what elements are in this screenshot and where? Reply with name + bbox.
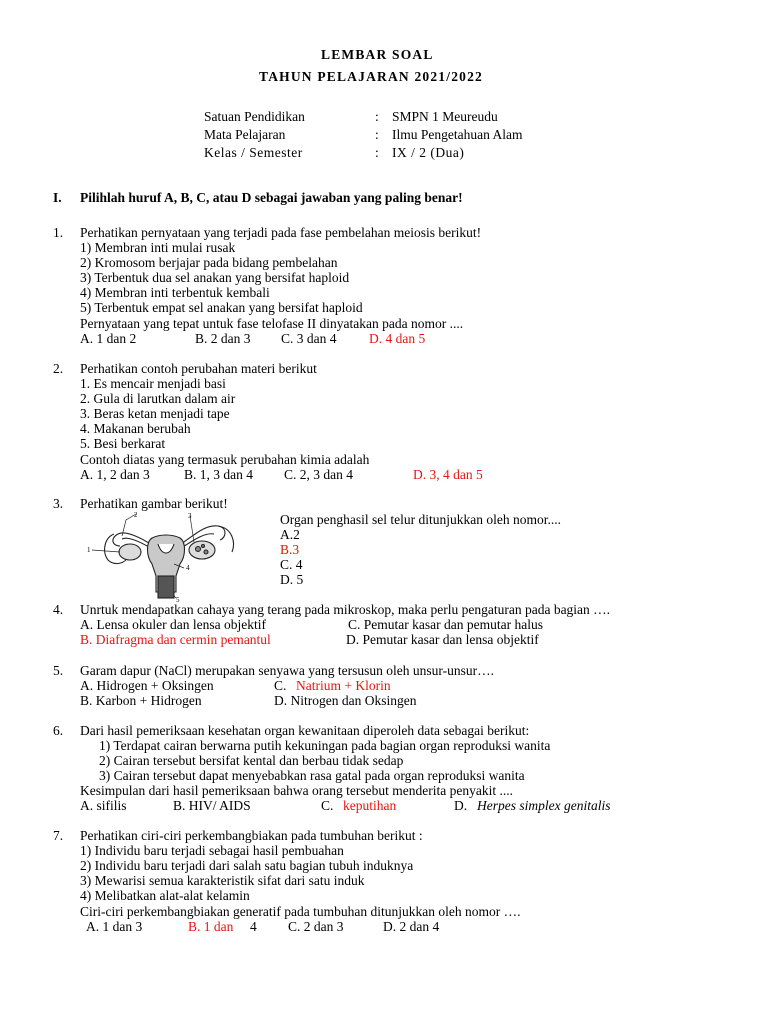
option-b-correct: B.3 (280, 542, 300, 557)
page-title: LEMBAR SOAL (321, 47, 434, 62)
question-stem: Perhatikan contoh perubahan materi berikut (80, 361, 317, 376)
option-c-correct: Natrium + Klorin (296, 678, 391, 693)
info-value: IX / 2 (Dua) (392, 145, 465, 160)
option-c-correct: keputihan (343, 798, 397, 813)
info-label: Satuan Pendidikan (204, 109, 305, 124)
question-prompt: Ciri-ciri perkembangbiakan generatif pada tumbuhan ditunjukkan oleh nomor …. (80, 904, 521, 919)
list-item: 4) Membran inti terbentuk kembali (80, 285, 270, 300)
question-stem: Perhatikan pernyataan yang terjadi pada fase pembelahan meiosis berikut! (80, 225, 482, 240)
list-item: 2) Kromosom berjajar pada bidang pembelahan (80, 255, 338, 270)
list-item: 5. Besi berkarat (80, 436, 166, 451)
option-b: B. 1, 3 dan 4 (184, 467, 253, 482)
question-prompt: Pernyataan yang tepat untuk fase telofase II dinyatakan pada nomor .... (80, 316, 464, 331)
option-c: C. 2 dan 3 (288, 919, 344, 934)
list-item: 4) Melibatkan alat-alat kelamin (80, 888, 250, 903)
list-item: 5) Terbentuk empat sel anakan yang bersifat haploid (80, 300, 363, 315)
question-stem: Perhatikan gambar berikut! (80, 496, 228, 511)
question-stem: Unrtuk mendapatkan cahaya yang terang pada mikroskop, maka perlu pengaturan pada bagian …. (80, 602, 611, 617)
question-prompt: Contoh diatas yang termasuk perubahan kimia adalah (80, 452, 370, 467)
question-number: 3. (53, 496, 64, 511)
option-a: A. Hidrogen + Oksingen (80, 678, 214, 693)
info-sep: : (375, 109, 379, 124)
list-item: 1) Membran inti mulai rusak (80, 240, 236, 255)
list-item: 1) Terdapat cairan berwarna putih kekuningan pada bagian organ reproduksi wanita (99, 738, 551, 753)
option-a: A. sifilis (80, 798, 127, 813)
option-d: D. 5 (280, 572, 304, 587)
figure-label: 5 (176, 596, 180, 602)
option-b-correct: B. 1 dan (188, 919, 234, 934)
list-item: 1) Individu baru terjadi sebagai hasil pembuahan (80, 843, 344, 858)
option-d-correct: D. 3, 4 dan 5 (413, 467, 483, 482)
list-item: 3) Cairan tersebut dapat menyebabkan rasa gatal pada organ reproduksi wanita (99, 768, 525, 783)
figure-label: 2 (134, 512, 138, 519)
option-d: D. 2 dan 4 (383, 919, 440, 934)
option-a: A. 1, 2 dan 3 (80, 467, 150, 482)
option-c: C. 4 (280, 557, 303, 572)
option-b: B. HIV/ AIDS (173, 798, 251, 813)
option-c: C. Pemutar kasar dan pemutar halus (348, 617, 543, 632)
list-item: 3) Terbentuk dua sel anakan yang bersifat haploid (80, 270, 350, 285)
option-b: B. Karbon + Hidrogen (80, 693, 202, 708)
option-c: C. 2, 3 dan 4 (284, 467, 353, 482)
list-item: 3. Beras ketan menjadi tape (80, 406, 230, 421)
option-a: A. 1 dan 2 (80, 331, 137, 346)
option-b-tail: 4 (250, 919, 257, 934)
option-c: C. 3 dan 4 (281, 331, 337, 346)
info-sep: : (375, 145, 379, 160)
question-number: 4. (53, 602, 64, 617)
page-subtitle: TAHUN PELAJARAN 2021/2022 (259, 69, 484, 84)
list-item: 3) Mewarisi semua karakteristik sifat dari satu induk (80, 873, 365, 888)
option-d-correct: D. 4 dan 5 (369, 331, 426, 346)
info-value: Ilmu Pengetahuan Alam (392, 127, 523, 142)
section-number: I. (53, 190, 62, 205)
info-sep: : (375, 127, 379, 142)
option-c-letter: C. (321, 798, 334, 813)
question-number: 5. (53, 663, 64, 678)
question-number: 1. (53, 225, 64, 240)
option-a: A. Lensa okuler dan lensa objektif (80, 617, 266, 632)
question-prompt: Organ penghasil sel telur ditunjukkan oleh nomor.... (280, 512, 561, 527)
option-d: D. Nitrogen dan Oksingen (274, 693, 417, 708)
reproductive-organ-figure (86, 512, 246, 602)
figure-label: 1 (87, 546, 91, 554)
figure-label: 3 (188, 512, 192, 520)
option-d-letter: D. (454, 798, 468, 813)
option-a: A. 1 dan 3 (86, 919, 143, 934)
info-label: Kelas / Semester (204, 145, 303, 160)
option-b: B. 2 dan 3 (195, 331, 251, 346)
question-stem: Garam dapur (NaCl) merupakan senyawa yang tersusun oleh unsur-unsur…. (80, 663, 494, 678)
question-number: 6. (53, 723, 64, 738)
list-item: 4. Makanan berubah (80, 421, 191, 436)
question-stem: Dari hasil pemeriksaan kesehatan organ kewanitaan diperoleh data sebagai berikut: (80, 723, 530, 738)
info-value: SMPN 1 Meureudu (392, 109, 498, 124)
question-prompt: Kesimpulan dari hasil pemeriksaan bahwa orang tersebut menderita penyakit .... (80, 783, 513, 798)
option-b-correct: B. Diafragma dan cermin pemantul (80, 632, 271, 647)
figure-label: 4 (186, 564, 190, 572)
list-item: 2) Individu baru terjadi dari salah satu bagian tubuh induknya (80, 858, 414, 873)
option-a: A.2 (280, 527, 300, 542)
info-label: Mata Pelajaran (204, 127, 286, 142)
list-item: 2) Cairan tersebut bersifat kental dan berbau tidak sedap (99, 753, 404, 768)
option-d: Herpes simplex genitalis (477, 798, 611, 813)
question-number: 2. (53, 361, 64, 376)
list-item: 1. Es mencair menjadi basi (80, 376, 226, 391)
list-item: 2. Gula di larutkan dalam air (80, 391, 236, 406)
question-stem: Perhatikan ciri-ciri perkembangbiakan pada tumbuhan berikut : (80, 828, 423, 843)
option-c-letter: C. (274, 678, 287, 693)
section-instruction: Pilihlah huruf A, B, C, atau D sebagai jawaban yang paling benar! (80, 190, 463, 205)
question-number: 7. (53, 828, 64, 843)
option-d: D. Pemutar kasar dan lensa objektif (346, 632, 539, 647)
